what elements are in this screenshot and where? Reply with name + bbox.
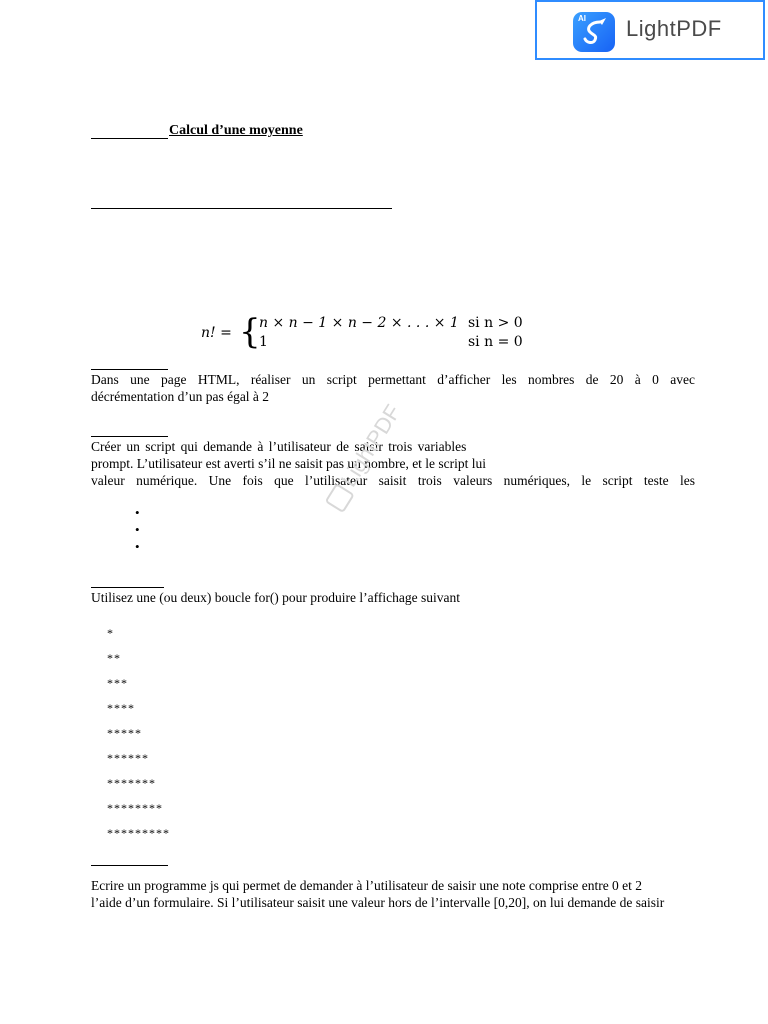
- star-row: **: [107, 651, 121, 665]
- star-row: ******: [107, 751, 149, 765]
- star-row: *****: [107, 726, 142, 740]
- star-row: ***: [107, 676, 128, 690]
- exercise-rule: [91, 436, 168, 437]
- ai-badge: AI: [578, 14, 586, 23]
- exercise-prompt-line-3: valeur numérique. Une fois que l’utilisateur saisit trois valeurs numériques, le script teste les: [91, 473, 695, 488]
- exercise-note-line-2: l’aide d’un formulaire. Si l’utilisateur saisit une valeur hors de l’intervalle [0,20], on lui demande de saisir: [91, 895, 665, 910]
- title-underline-blank: [91, 138, 168, 139]
- exercise-prompt-line-2: prompt. L’utilisateur est averti s’il ne saisit pas un nombre, et le script lui: [91, 456, 487, 471]
- lightpdf-app-icon: [573, 12, 615, 52]
- exercise-note-line-1: Ecrire un programme js qui permet de demander à l’utilisateur de saisir une note comprise entre 0 et 2: [91, 878, 643, 893]
- factorial-formula: [201, 312, 531, 355]
- exercise-decrement-line-2: décrémentation d’un pas égal à 2: [91, 389, 270, 404]
- formula-condition-1: si n > 0: [468, 315, 523, 331]
- exercise-rule: [91, 587, 164, 588]
- formula-lhs: n! =: [201, 325, 232, 341]
- formula-case-2: 1: [259, 334, 268, 350]
- exercise-rule: [91, 369, 168, 370]
- bullet-point: •: [135, 505, 140, 520]
- star-row: ****: [107, 701, 135, 715]
- bullet-point: •: [135, 539, 140, 554]
- star-row: *********: [107, 826, 170, 840]
- formula-condition-2: si n = 0: [468, 334, 523, 350]
- document-title: Calcul d’une moyenne: [169, 123, 303, 138]
- lightpdf-logo-text: LightPDF: [626, 16, 722, 41]
- star-row: *: [107, 626, 114, 640]
- formula-case-1: n × n − 1 × n − 2 × . . . × 1: [259, 315, 459, 331]
- star-row: *******: [107, 776, 156, 790]
- exercise-loop-intro: Utilisez une (ou deux) boucle for() pour produire l’affichage suivant: [91, 590, 460, 605]
- exercise-decrement-line-1: Dans une page HTML, réaliser un script permettant d’afficher les nombres de 20 à 0 avec: [91, 372, 695, 387]
- bullet-point: •: [135, 522, 140, 537]
- watermark-text: LightPDF: [335, 400, 406, 492]
- separator-rule: [91, 208, 392, 209]
- star-row: ********: [107, 801, 163, 815]
- exercise-rule: [91, 865, 168, 866]
- formula-brace: {: [239, 312, 261, 352]
- lightpdf-logo-badge[interactable]: [535, 0, 765, 60]
- exercise-prompt-line-1: Créer un script qui demande à l’utilisateur de saisir trois variables: [91, 439, 467, 454]
